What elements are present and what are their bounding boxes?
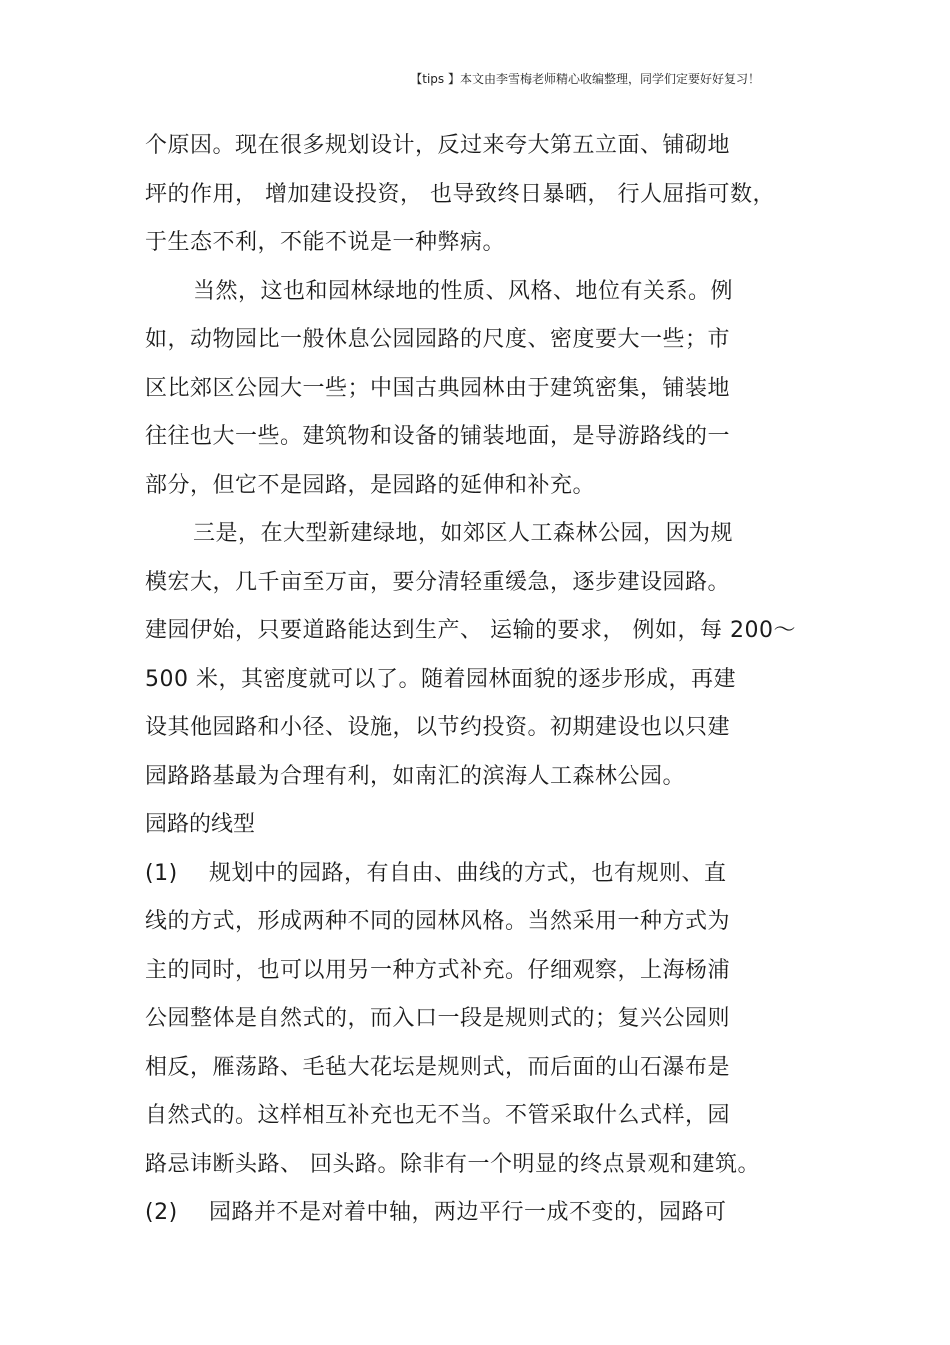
document-body <box>145 127 825 1243</box>
text-line: 主的同时，也可以用另一种方式补充。仔细观察，上海杨浦 <box>145 957 731 983</box>
text-line: 区比郊区公园大一些；中国古典园林由于建筑密集，铺装地 <box>145 375 731 401</box>
text-line: 设其他园路和小径、设施，以节约投资。初期建设也以只建 <box>145 715 731 740</box>
text-line: 建园伊始，只要道路能达到生产、 运输的要求， 例如，每 200～ <box>145 618 796 643</box>
text-line: 个原因。现在很多规划设计，反过来夸大第五立面、铺砌地 <box>145 133 731 158</box>
text-line: 当然，这也和园林绿地的性质、风格、地位有关系。例 <box>193 278 734 304</box>
list-item-1 <box>145 855 825 904</box>
text-line: 相反，雁荡路、毛毡大花坛是规则式，而后面的山石瀑布是 <box>145 1054 731 1080</box>
text-line: 路忌讳断头路、 回头路。除非有一个明显的终点景观和建筑。 <box>145 1151 760 1177</box>
text-line: 于生态不利，不能不说是一种弊病。 <box>145 230 506 255</box>
list-text: 规划中的园路，有自由、曲线的方式，也有规则、直 <box>209 860 727 886</box>
list-number: (1) <box>145 860 178 886</box>
header-tip: 【tips 】本文由李雪梅老师精心收编整理，同学们定要好好复习！ <box>410 72 760 86</box>
text-line: 坪的作用， 增加建设投资， 也导致终日暴晒， 行人屈指可数， <box>145 181 775 207</box>
text-line: 三是，在大型新建绿地，如郊区人工森林公园，因为规 <box>193 521 734 546</box>
text-line: 公园整体是自然式的，而入口一段是规则式的；复兴公园则 <box>145 1006 731 1031</box>
text-line: 园路路基最为合理有利，如南汇的滨海人工森林公园。 <box>145 763 686 789</box>
text-line: 线的方式，形成两种不同的园林风格。当然采用一种方式为 <box>145 909 731 934</box>
section-heading: 园路的线型 <box>145 812 256 837</box>
text-line: 500 米，其密度就可以了。随着园林面貌的逐步形成，再建 <box>145 666 736 692</box>
text-line: 往往也大一些。建筑物和设备的铺装地面，是导游路线的一 <box>145 424 731 449</box>
text-line: 如，动物园比一般休息公园园路的尺度、密度要大一些；市 <box>145 327 731 352</box>
text-line: 部分，但它不是园路，是园路的延伸和补充。 <box>145 472 596 498</box>
text-line: 模宏大，几千亩至万亩，要分清轻重缓急，逐步建设园路。 <box>145 569 731 595</box>
list-item-2 <box>145 1194 825 1243</box>
list-text: 园路并不是对着中轴，两边平行一成不变的，园路可 <box>209 1200 727 1225</box>
list-number: (2) <box>145 1200 178 1225</box>
text-line: 自然式的。这样相互补充也无不当。不管采取什么式样，园 <box>145 1103 731 1128</box>
